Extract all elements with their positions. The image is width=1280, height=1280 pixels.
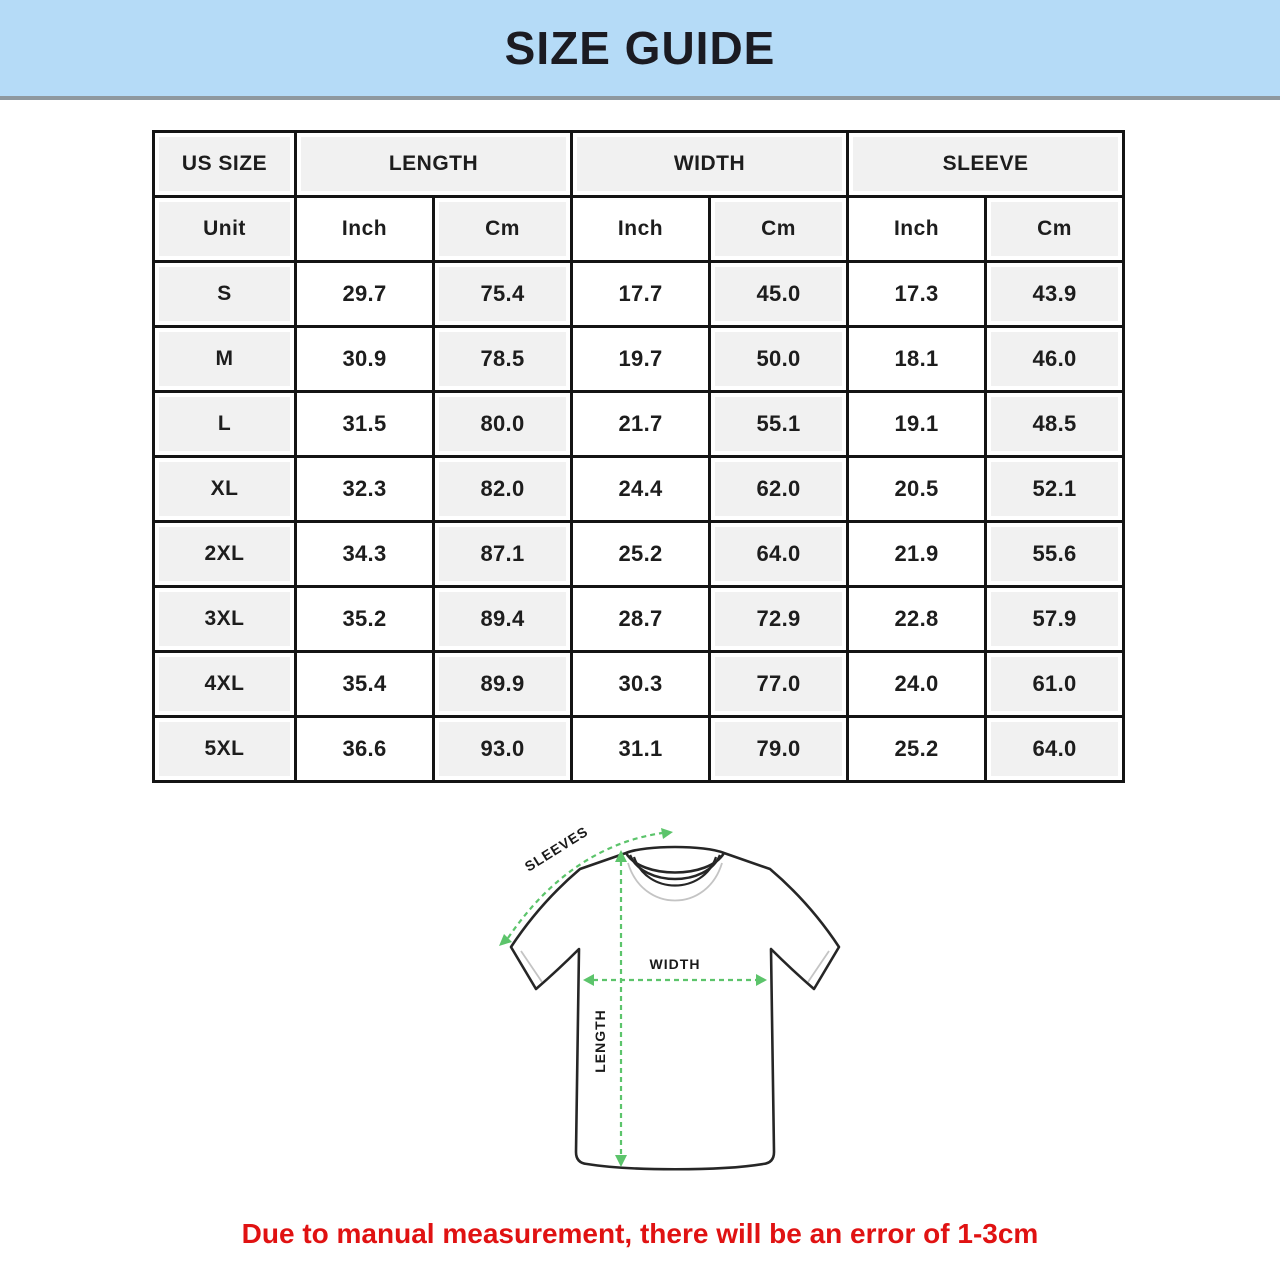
- value-cell: [434, 327, 572, 392]
- value-cell: [986, 522, 1124, 587]
- measurement-value: 30.9: [301, 332, 428, 386]
- value-cell: [572, 327, 710, 392]
- value-cell: [572, 262, 710, 327]
- table-row: [154, 392, 1124, 457]
- tshirt-outline: [511, 847, 839, 1169]
- measurement-value: 46.0: [991, 332, 1118, 386]
- measurement-value: 35.4: [301, 657, 428, 711]
- value-cell: [986, 652, 1124, 717]
- size-table-body: [154, 262, 1124, 782]
- value-cell: [710, 392, 848, 457]
- measurement-value: 31.1: [577, 722, 704, 776]
- measurement-value: 79.0: [715, 722, 842, 776]
- col-us-size: US SIZE: [159, 137, 290, 191]
- table-row: [154, 522, 1124, 587]
- value-cell: [848, 392, 986, 457]
- unit-header-row: [154, 197, 1124, 262]
- measurement-value: 19.7: [577, 332, 704, 386]
- tshirt-diagram: [495, 818, 855, 1178]
- measurement-value: 87.1: [439, 527, 566, 581]
- value-cell: [848, 262, 986, 327]
- measurement-value: 43.9: [991, 267, 1118, 321]
- unit-cm-width: Cm: [715, 202, 842, 256]
- unit-cm-length: Cm: [439, 202, 566, 256]
- length-label: LENGTH: [592, 1009, 608, 1073]
- value-cell: [710, 327, 848, 392]
- value-cell: [296, 717, 434, 782]
- value-cell: [848, 652, 986, 717]
- measurement-value: 21.7: [577, 397, 704, 451]
- size-label: 4XL: [159, 657, 290, 711]
- value-cell: [710, 262, 848, 327]
- value-cell: [296, 327, 434, 392]
- table-row: [154, 587, 1124, 652]
- size-table: [152, 130, 1125, 783]
- title-banner: [0, 0, 1280, 100]
- size-label: S: [159, 267, 290, 321]
- measurement-value: 30.3: [577, 657, 704, 711]
- unit-cell: [154, 197, 296, 262]
- measurement-value: 72.9: [715, 592, 842, 646]
- value-cell: [710, 457, 848, 522]
- measurement-value: 36.6: [301, 722, 428, 776]
- unit-cell: [572, 197, 710, 262]
- measurement-value: 52.1: [991, 462, 1118, 516]
- value-cell: [986, 392, 1124, 457]
- value-cell: [572, 392, 710, 457]
- measurement-value: 25.2: [577, 527, 704, 581]
- value-cell: [710, 652, 848, 717]
- value-cell: [986, 457, 1124, 522]
- size-label: 5XL: [159, 722, 290, 776]
- value-cell: [296, 587, 434, 652]
- size-cell: [154, 392, 296, 457]
- size-table-head: [154, 132, 1124, 262]
- measurement-value: 28.7: [577, 592, 704, 646]
- value-cell: [848, 457, 986, 522]
- value-cell: [848, 327, 986, 392]
- measurement-value: 29.7: [301, 267, 428, 321]
- measurement-value: 78.5: [439, 332, 566, 386]
- value-cell: [572, 717, 710, 782]
- measurement-value: 61.0: [991, 657, 1118, 711]
- group-header-cell: [572, 132, 848, 197]
- size-cell: [154, 327, 296, 392]
- measurement-value: 35.2: [301, 592, 428, 646]
- size-label: 2XL: [159, 527, 290, 581]
- value-cell: [986, 717, 1124, 782]
- unit-cell: [434, 197, 572, 262]
- size-cell: [154, 717, 296, 782]
- measurement-value: 64.0: [991, 722, 1118, 776]
- measurement-value: 34.3: [301, 527, 428, 581]
- unit-cell: [986, 197, 1124, 262]
- value-cell: [710, 717, 848, 782]
- measurement-value: 17.7: [577, 267, 704, 321]
- measurement-value: 80.0: [439, 397, 566, 451]
- measurement-value: 57.9: [991, 592, 1118, 646]
- measurement-value: 64.0: [715, 527, 842, 581]
- size-cell: [154, 457, 296, 522]
- group-header-cell: [154, 132, 296, 197]
- value-cell: [434, 457, 572, 522]
- unit-inch-width: Inch: [577, 202, 704, 256]
- measurement-value: 62.0: [715, 462, 842, 516]
- measurement-value: 55.1: [715, 397, 842, 451]
- size-cell: [154, 652, 296, 717]
- page-title: SIZE GUIDE: [504, 22, 776, 74]
- value-cell: [296, 262, 434, 327]
- unit-cell: [848, 197, 986, 262]
- value-cell: [434, 717, 572, 782]
- value-cell: [434, 587, 572, 652]
- measurement-value: 45.0: [715, 267, 842, 321]
- value-cell: [572, 522, 710, 587]
- unit-label: Unit: [159, 202, 290, 256]
- measurement-value: 18.1: [853, 332, 980, 386]
- size-label: XL: [159, 462, 290, 516]
- table-row: [154, 652, 1124, 717]
- measurement-value: 31.5: [301, 397, 428, 451]
- size-cell: [154, 262, 296, 327]
- unit-inch-length: Inch: [301, 202, 428, 256]
- value-cell: [986, 327, 1124, 392]
- value-cell: [434, 652, 572, 717]
- col-sleeve: SLEEVE: [853, 137, 1118, 191]
- width-label: WIDTH: [649, 956, 701, 972]
- measurement-value: 48.5: [991, 397, 1118, 451]
- value-cell: [848, 587, 986, 652]
- table-row: [154, 262, 1124, 327]
- measurement-value: 22.8: [853, 592, 980, 646]
- measurement-value: 19.1: [853, 397, 980, 451]
- measurement-value: 24.0: [853, 657, 980, 711]
- measurement-value: 20.5: [853, 462, 980, 516]
- group-header-cell: [296, 132, 572, 197]
- measurement-value: 55.6: [991, 527, 1118, 581]
- measurement-value: 24.4: [577, 462, 704, 516]
- unit-cell: [296, 197, 434, 262]
- group-header-cell: [848, 132, 1124, 197]
- table-row: [154, 457, 1124, 522]
- sleeves-label: SLEEVES: [521, 823, 591, 875]
- size-cell: [154, 587, 296, 652]
- value-cell: [848, 717, 986, 782]
- value-cell: [986, 587, 1124, 652]
- size-label: 3XL: [159, 592, 290, 646]
- tshirt-svg: [495, 818, 855, 1178]
- measurement-value: 77.0: [715, 657, 842, 711]
- value-cell: [572, 652, 710, 717]
- col-length: LENGTH: [301, 137, 566, 191]
- table-row: [154, 717, 1124, 782]
- value-cell: [296, 522, 434, 587]
- unit-inch-sleeve: Inch: [853, 202, 980, 256]
- size-label: M: [159, 332, 290, 386]
- unit-cm-sleeve: Cm: [991, 202, 1118, 256]
- value-cell: [986, 262, 1124, 327]
- unit-cell: [710, 197, 848, 262]
- value-cell: [434, 262, 572, 327]
- value-cell: [710, 587, 848, 652]
- measurement-value: 75.4: [439, 267, 566, 321]
- measurement-value: 21.9: [853, 527, 980, 581]
- group-header-row: [154, 132, 1124, 197]
- value-cell: [296, 392, 434, 457]
- measurement-value: 93.0: [439, 722, 566, 776]
- measurement-value: 89.4: [439, 592, 566, 646]
- value-cell: [296, 652, 434, 717]
- table-row: [154, 327, 1124, 392]
- col-width: WIDTH: [577, 137, 842, 191]
- size-label: L: [159, 397, 290, 451]
- measurement-value: 32.3: [301, 462, 428, 516]
- measurement-disclaimer: Due to manual measurement, there will be an error of 1-3cm: [241, 1218, 1039, 1249]
- value-cell: [572, 587, 710, 652]
- value-cell: [848, 522, 986, 587]
- measurement-value: 50.0: [715, 332, 842, 386]
- size-cell: [154, 522, 296, 587]
- value-cell: [296, 457, 434, 522]
- value-cell: [434, 522, 572, 587]
- measurement-value: 82.0: [439, 462, 566, 516]
- value-cell: [572, 457, 710, 522]
- measurement-value: 17.3: [853, 267, 980, 321]
- value-cell: [434, 392, 572, 457]
- value-cell: [710, 522, 848, 587]
- measurement-value: 89.9: [439, 657, 566, 711]
- measurement-value: 25.2: [853, 722, 980, 776]
